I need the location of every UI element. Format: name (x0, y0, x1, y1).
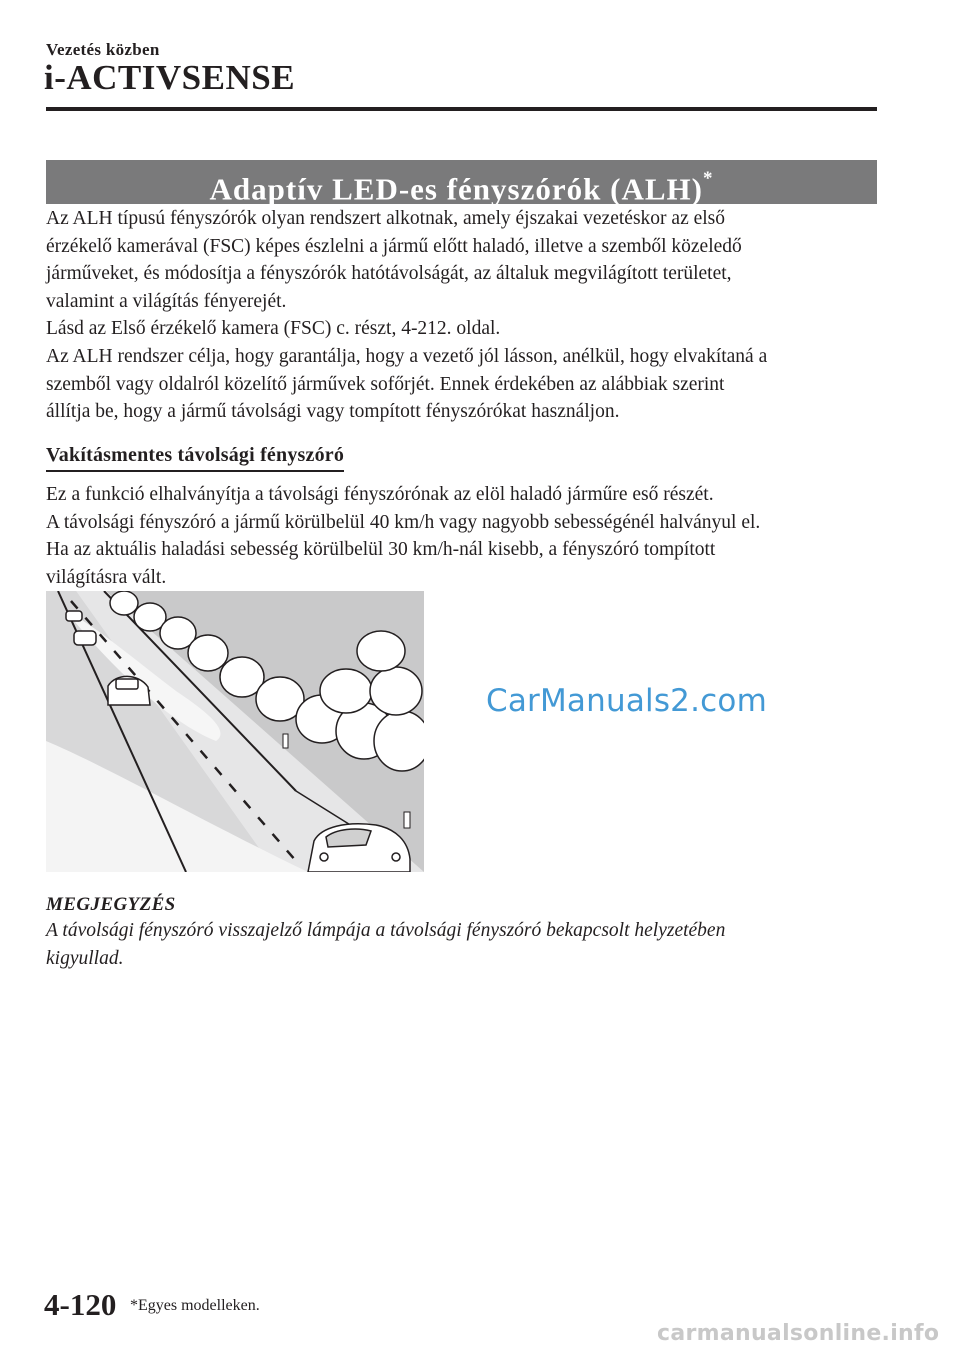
road-illustration (46, 591, 424, 872)
page-title-bar (46, 160, 877, 207)
road-illustration-drawing (46, 591, 424, 872)
header-divider (46, 107, 877, 111)
subsection-heading: Vakításmentes távolsági fényszóró (46, 443, 344, 472)
subsection-line: A távolsági fényszóró a jármű körülbelül 40 km/h vagy nagyobb sebességénél halványul el. (46, 511, 761, 533)
intro-line: járműveket, és módosítja a fényszórók hatótávolságát, az általuk megvilágított területet, (46, 263, 732, 285)
intro-line: érzékelő kamerával (FSC) képes észlelni a jármű előtt haladó, illetve a szemből közeledő (46, 235, 742, 257)
section-label: Vezetés közben (46, 40, 160, 59)
intro-line: állítja be, hogy a jármű távolsági vagy tompított fényszórókat használjon. (46, 401, 620, 423)
intro-line: szemből vagy oldalról közelítő járművek sofőrjét. Ennek érdekében az alábbiak szerint (46, 373, 725, 395)
intro-line: Az ALH típusú fényszórók olyan rendszert alkotnak, amely éjszakai vezetéskor az első (46, 208, 726, 229)
chapter-title: i-ACTIVSENSE (44, 58, 296, 97)
subsection-line: világításra vált. (46, 566, 167, 588)
page-number: 4-120 (44, 1287, 117, 1322)
note-line: A távolsági fényszóró visszajelző lámpája a távolsági fényszóró bekapcsolt helyzetében (46, 920, 726, 941)
model-footnote-marker: * (702, 168, 714, 189)
note-paragraph (46, 917, 881, 972)
intro-line: Az ALH rendszer célja, hogy garantálja, hogy a vezető jól lásson, anélkül, hogy elvakítaná a (46, 345, 768, 367)
intro-line: valamint a világítás fényerejét. (46, 290, 287, 312)
model-footnote: *Egyes modelleken. (130, 1297, 260, 1314)
subsection-line: Ez a funkció elhalványítja a távolsági fényszórónak az elöl haladó járműre eső részét. (46, 484, 714, 505)
page-title: Adaptív LED-es fényszórók (ALH) (209, 171, 703, 207)
note-line: kigyullad. (46, 947, 124, 969)
subsection-line: Ha az aktuális haladási sebesség körülbelül 30 km/h-nál kisebb, a fényszóró tompított (46, 539, 716, 561)
cross-reference-line: Lásd az Első érzékelő kamera (FSC) c. részt, 4-212. oldal. (46, 318, 501, 340)
watermark-text: CarManuals2.com (486, 683, 767, 719)
intro-paragraph (46, 205, 881, 426)
note-heading: MEGJEGYZÉS (46, 894, 176, 915)
subsection-paragraph (46, 481, 881, 591)
footer-site-watermark: carmanualsonline.info (657, 1321, 940, 1346)
